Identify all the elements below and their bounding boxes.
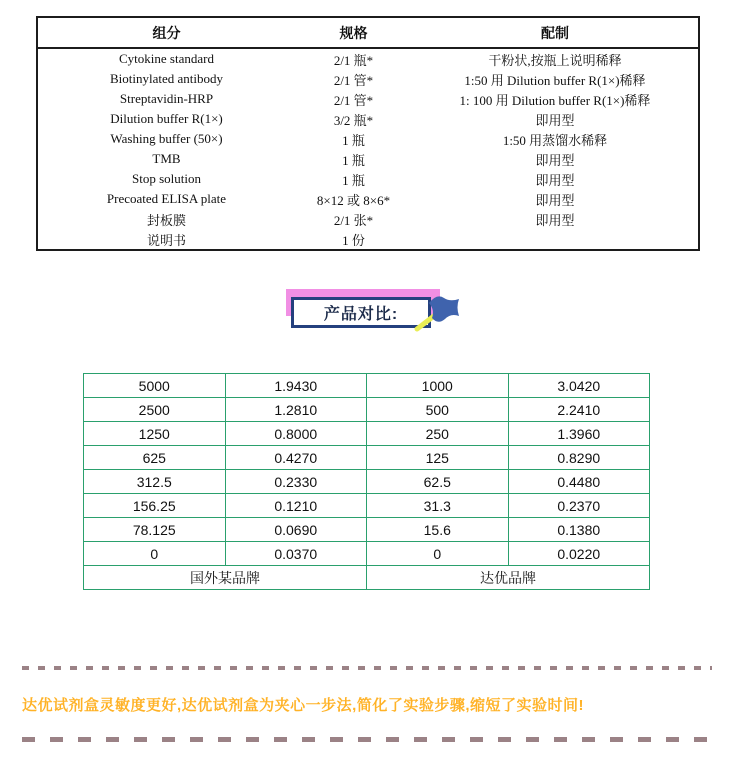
table-row <box>84 494 650 518</box>
table-row <box>84 518 650 542</box>
dashed-divider-bottom <box>22 737 712 742</box>
table-cell: 说明书 <box>146 232 186 248</box>
table-row <box>37 89 699 109</box>
table-cell: 1 瓶 <box>342 172 365 188</box>
table-cell: 2/1 瓶* <box>333 52 374 68</box>
table-cell: 即用型 <box>535 152 575 168</box>
brand-dayou: 达优品牌 <box>367 566 650 590</box>
col-header-preparation: 配制 <box>412 17 699 48</box>
table-cell: 31.3 <box>367 494 509 518</box>
table-cell: 干粉状,按瓶上说明稀释 <box>488 52 622 68</box>
table-cell: 1 份 <box>342 232 365 248</box>
table-row <box>37 129 699 149</box>
table-cell: 即用型 <box>535 112 575 128</box>
product-comparison-banner <box>286 289 471 337</box>
table-header-row <box>37 17 699 48</box>
table-cell: 62.5 <box>367 470 509 494</box>
table-cell: 0.8000 <box>225 422 367 446</box>
table-cell: 0.1210 <box>225 494 367 518</box>
table-cell: 1 瓶 <box>342 152 365 168</box>
table-cell: Stop solution <box>132 171 201 186</box>
table-row <box>84 374 650 398</box>
dashed-divider-top <box>22 666 712 670</box>
table-cell: 0.2370 <box>508 494 650 518</box>
table-cell: 156.25 <box>84 494 226 518</box>
table-row <box>37 229 699 250</box>
table-row <box>84 470 650 494</box>
table-cell: 0.8290 <box>508 446 650 470</box>
table-cell: 78.125 <box>84 518 226 542</box>
table-cell: 0 <box>367 542 509 566</box>
table-cell: Biotinylated antibody <box>109 71 223 86</box>
table-cell: 2/1 管* <box>333 92 374 108</box>
table-cell: 1:50 用 Dilution buffer R(1×)稀释 <box>464 72 646 88</box>
table-cell: 即用型 <box>535 192 575 208</box>
table-cell: Washing buffer (50×) <box>110 131 223 146</box>
table-cell: 500 <box>367 398 509 422</box>
table-cell: TMB <box>152 151 181 166</box>
table-cell: 2.2410 <box>508 398 650 422</box>
table-row <box>37 48 699 69</box>
table-cell: 即用型 <box>535 172 575 188</box>
table-cell: 312.5 <box>84 470 226 494</box>
table-cell: Cytokine standard <box>119 51 214 66</box>
table-cell: 8×12 或 8×6* <box>316 192 391 208</box>
table-cell: 0.4480 <box>508 470 650 494</box>
table-row <box>37 209 699 229</box>
table-cell: 0.0370 <box>225 542 367 566</box>
table-cell: 0 <box>84 542 226 566</box>
table-cell: 5000 <box>84 374 226 398</box>
kit-components-table <box>36 16 700 251</box>
table-row <box>37 149 699 169</box>
table-cell: 1: 100 用 Dilution buffer R(1×)稀释 <box>459 92 651 108</box>
col-header-component: 组分 <box>37 17 295 48</box>
table-cell: 0.4270 <box>225 446 367 470</box>
table-cell: 3.0420 <box>508 374 650 398</box>
table-cell: 封板膜 <box>146 212 186 228</box>
table-row <box>37 169 699 189</box>
table-cell: 125 <box>367 446 509 470</box>
table-cell: 2/1 张* <box>333 212 374 228</box>
comparison-table <box>83 373 650 590</box>
table-cell: 2500 <box>84 398 226 422</box>
table-cell: 2/1 管* <box>333 72 374 88</box>
table-row <box>84 422 650 446</box>
table-cell: 1.3960 <box>508 422 650 446</box>
highlighter-pen-icon <box>412 290 466 334</box>
table-cell: 0.1380 <box>508 518 650 542</box>
table-cell: 1:50 用蒸馏水稀释 <box>502 132 608 148</box>
table-cell: 0.0690 <box>225 518 367 542</box>
table-row <box>84 542 650 566</box>
brand-row <box>84 566 650 590</box>
table-row <box>84 398 650 422</box>
table-cell: 0.0220 <box>508 542 650 566</box>
highlight-note: 达优试剂盒灵敏度更好,达优试剂盒为夹心一步法,简化了实验步骤,缩短了实验时间! <box>22 697 585 714</box>
banner-label-box <box>291 297 431 328</box>
table-cell: 3/2 瓶* <box>333 112 374 128</box>
table-cell: 即用型 <box>535 212 575 228</box>
banner-label: 产品对比: <box>323 306 399 323</box>
table-cell: Dilution buffer R(1×) <box>110 111 223 126</box>
table-row <box>37 69 699 89</box>
table-cell: 15.6 <box>367 518 509 542</box>
table-row <box>84 446 650 470</box>
table-row <box>37 109 699 129</box>
table-cell: 1000 <box>367 374 509 398</box>
table-cell: 1 瓶 <box>342 132 365 148</box>
brand-foreign: 国外某品牌 <box>84 566 367 590</box>
col-header-spec: 规格 <box>295 17 412 48</box>
table-cell: 625 <box>84 446 226 470</box>
table-cell: 0.2330 <box>225 470 367 494</box>
table-cell: 1250 <box>84 422 226 446</box>
table-cell <box>412 229 699 250</box>
table-cell: Streptavidin-HRP <box>119 91 214 106</box>
table-cell: 1.9430 <box>225 374 367 398</box>
table-cell: 250 <box>367 422 509 446</box>
table-cell: 1.2810 <box>225 398 367 422</box>
table-cell: Precoated ELISA plate <box>106 191 227 206</box>
table-row <box>37 189 699 209</box>
